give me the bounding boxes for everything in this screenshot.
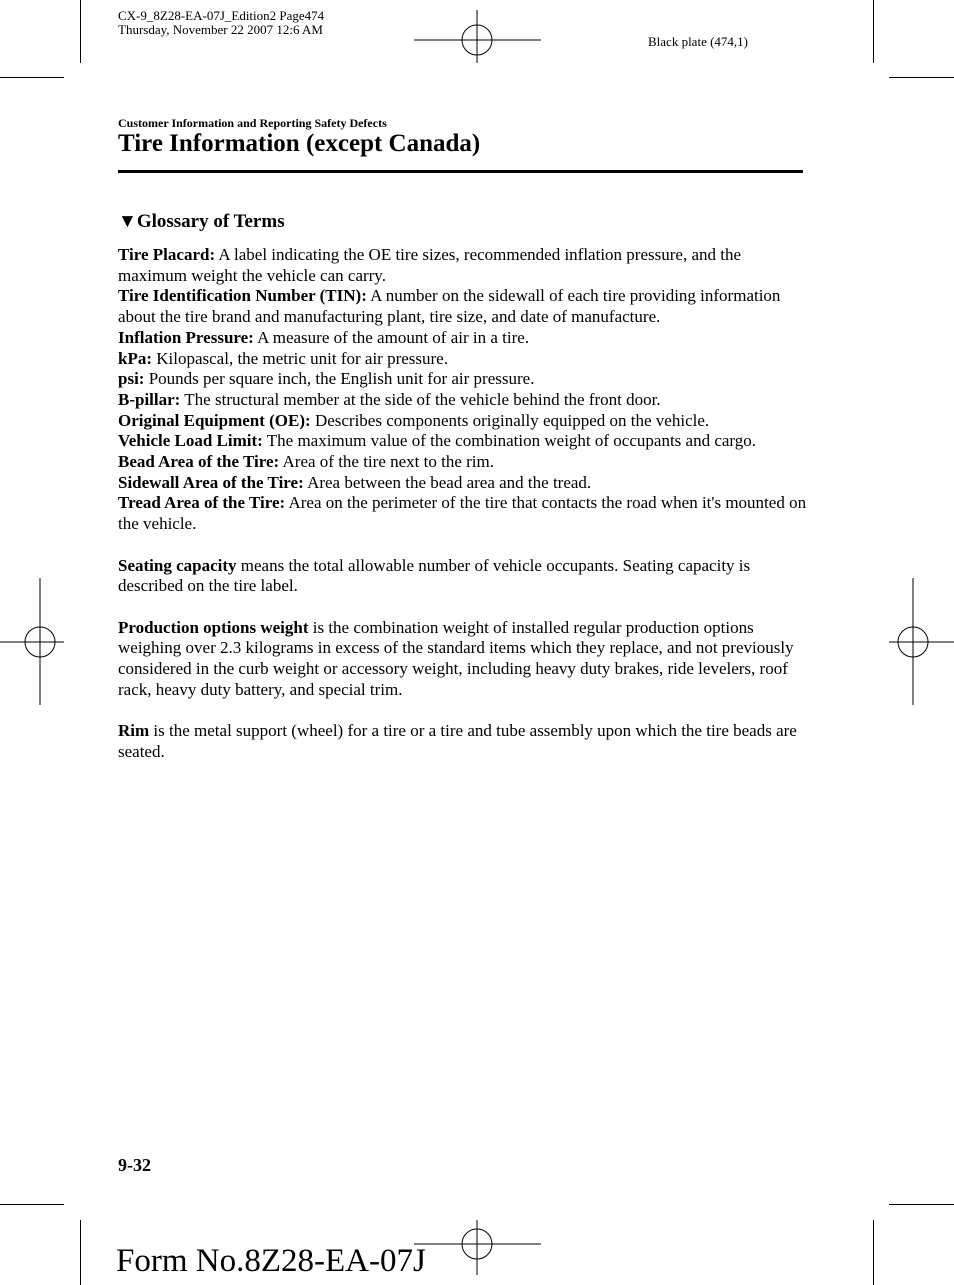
glossary-definition: The structural member at the side of the vehicle behind the front door. [184,389,661,409]
glossary-term: Original Equipment (OE): [118,410,311,430]
section-label: Customer Information and Reporting Safety Defects [118,116,387,130]
glossary-definition: Area between the bead area and the tread. [307,472,592,492]
glossary-item [118,349,808,370]
page-number: 9-32 [118,1155,151,1175]
glossary-definition: A label indicating the OE tire sizes, recommended inflation pressure, and the maximum weight the vehicle can carry. [118,245,742,285]
glossary-definition: Area of the tire next to the rim. [282,452,494,472]
glossary-definition: A number on the sidewall of each tire providing information about the tire brand and manufacturing plant, tire size, and date of manufacture. [118,286,781,327]
glossary-item [118,473,808,494]
paragraph-text: means the total allowable number of vehicle occupants. Seating capacity is described on the tire label. [118,555,751,596]
glossary-list [118,245,808,535]
glossary-term: Tire Identification Number (TIN): [118,286,367,306]
glossary-definition: Describes components originally equipped on the vehicle. [314,410,710,430]
glossary-term: Sidewall Area of the Tire: [118,472,304,492]
glossary-term: Tread Area of the Tire: [118,493,286,513]
print-file-line: CX-9_8Z28-EA-07J_Edition2 Page474 [118,8,325,23]
paragraph-term: Rim [118,721,150,741]
glossary-term: psi: [118,369,145,389]
body-text [118,245,808,763]
glossary-heading [118,211,285,233]
plate-label: Black plate (474,1) [648,34,748,49]
glossary-item [118,286,808,327]
title-rule [118,170,803,173]
print-date-line: Thursday, November 22 2007 12:6 AM [118,22,323,37]
page-title: Tire Information (except Canada) [118,130,481,157]
glossary-term: kPa: [118,348,152,368]
triangle-down-icon: ▼ [118,211,137,232]
glossary-item [118,493,808,534]
paragraph-seating-capacity [118,556,808,597]
glossary-item [118,369,808,390]
paragraph-production-options-weight [118,618,808,701]
glossary-definition: Area on the perimeter of the tire that contacts the road when it's mounted on the vehicle. [118,493,807,534]
glossary-term: Vehicle Load Limit: [118,431,263,451]
glossary-term: Tire Placard: [118,245,216,264]
glossary-item [118,328,808,349]
glossary-definition: Pounds per square inch, the English unit for air pressure. [148,369,535,389]
glossary-term: Inflation Pressure: [118,327,254,347]
paragraph-text: is the combination weight of installed regular production options weighing over 2.3 kilograms in excess of the standard items which they replace, and not previously considered in the curb weight or accessory weight, including heavy duty brakes, ride levelers, roof rack, heavy duty battery, and special trim. [118,617,794,699]
paragraph-rim [118,721,808,762]
glossary-item [118,390,808,411]
glossary-term: Bead Area of the Tire: [118,452,280,472]
paragraph-text: is the metal support (wheel) for a tire or a tire and tube assembly upon which the tire beads are seated. [118,721,797,761]
glossary-term: B-pillar: [118,389,181,409]
glossary-item [118,245,808,286]
paragraph-term: Seating capacity [118,555,237,575]
glossary-item [118,431,808,452]
glossary-definition: A measure of the amount of air in a tire. [257,327,530,347]
glossary-heading-text: Glossary of Terms [136,211,285,232]
glossary-item [118,411,808,432]
glossary-definition: Kilopascal, the metric unit for air pressure. [156,348,448,368]
glossary-definition: The maximum value of the combination weight of occupants and cargo. [266,431,757,451]
paragraph-term: Production options weight [118,617,309,637]
form-number: Form No.8Z28-EA-07J [116,1243,426,1279]
glossary-item [118,452,808,473]
